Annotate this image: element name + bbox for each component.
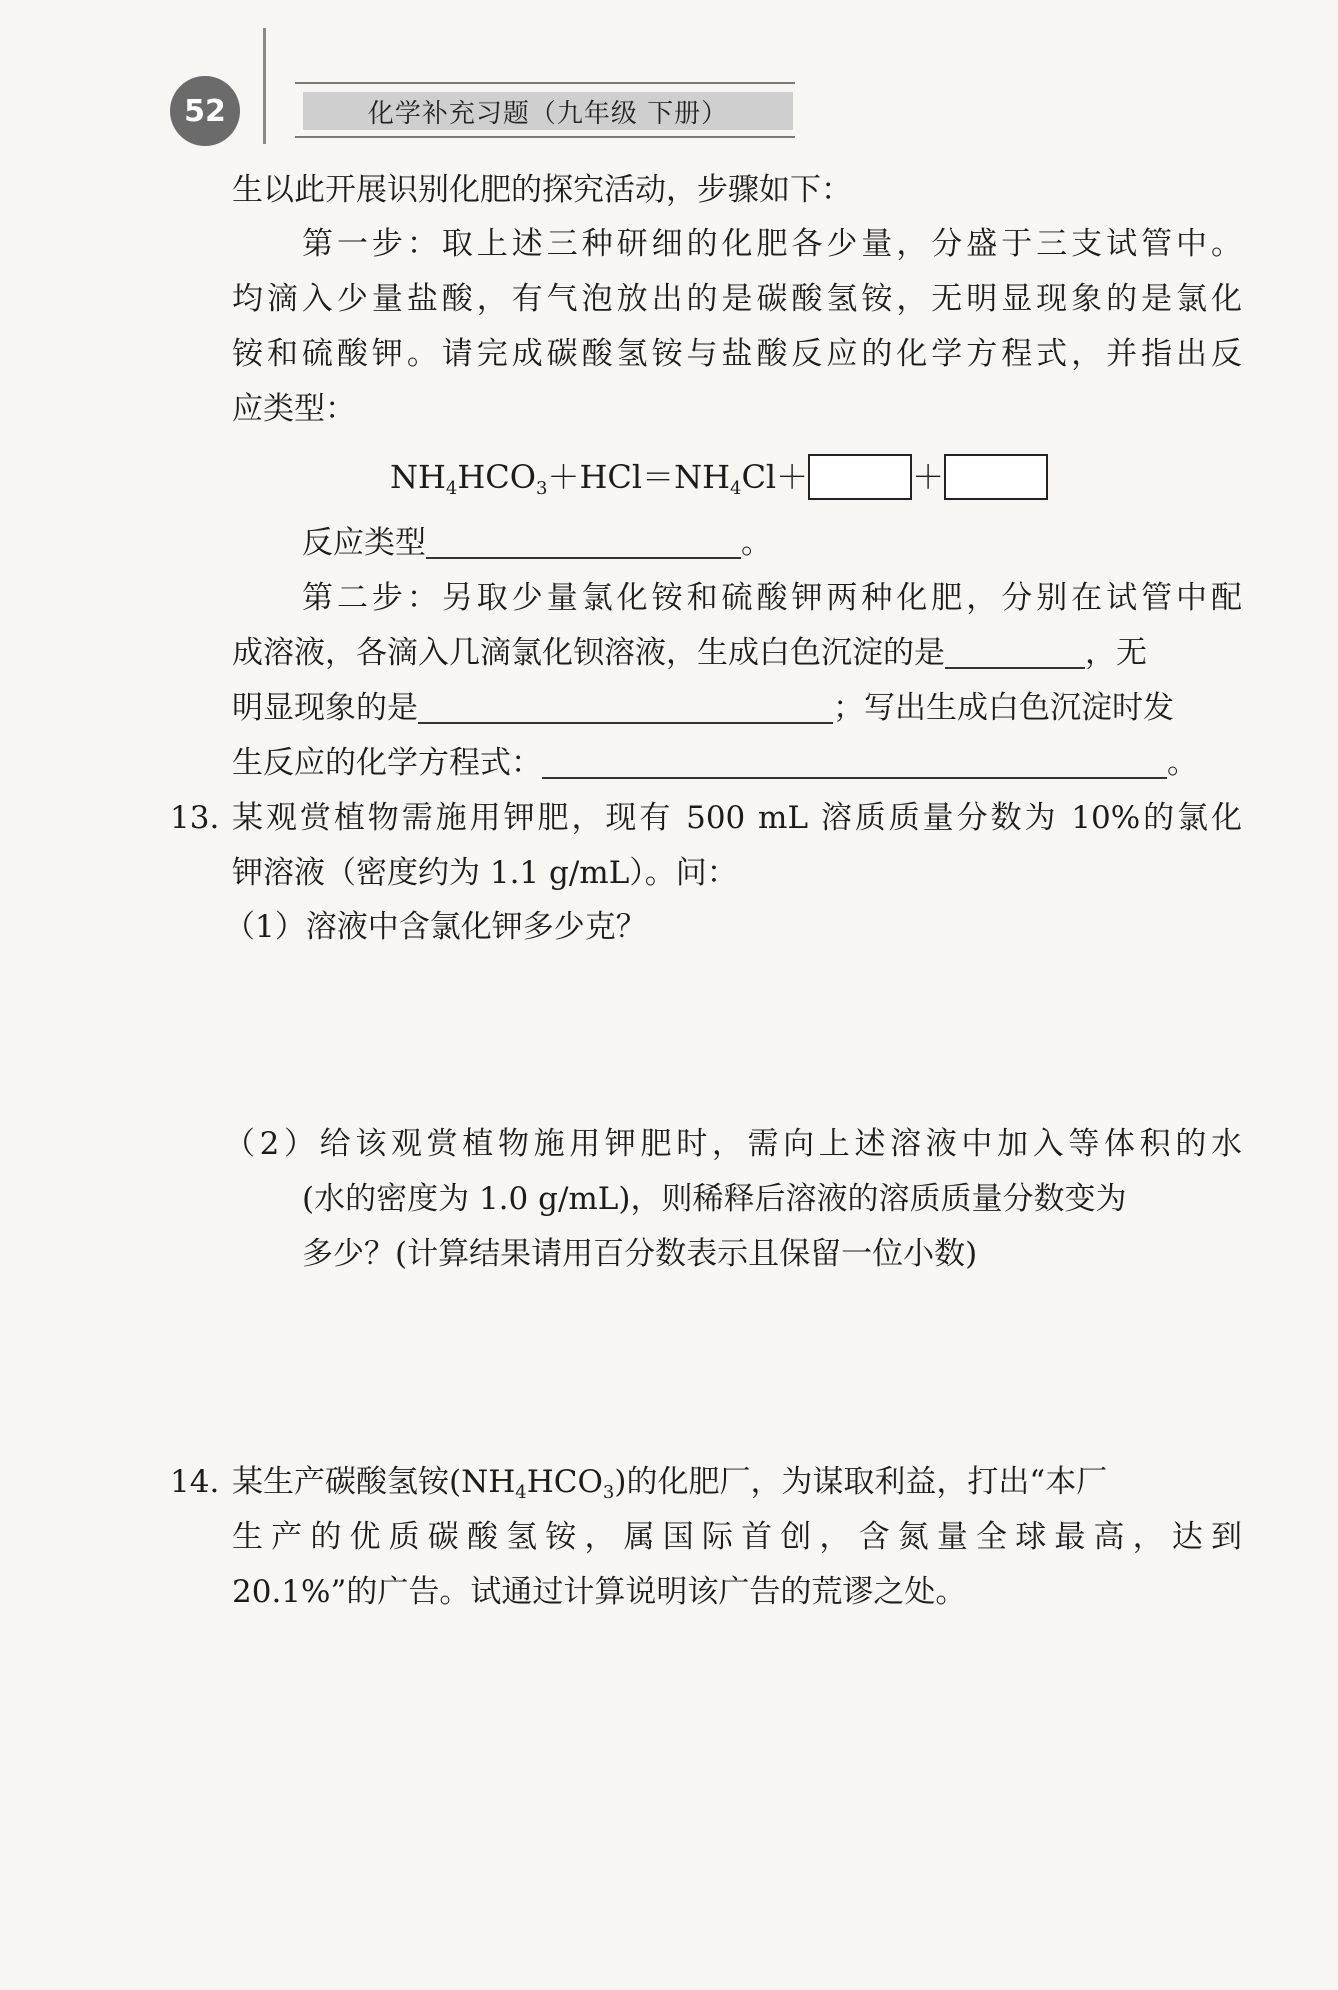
q13-sub2-line1: （2）给该观赏植物施用钾肥时，需向上述溶液中加入等体积的水 [224,1126,1242,1162]
equation-blank[interactable] [542,749,1167,779]
q12-step2-line3 [232,688,1242,728]
q12-reaction-type [302,523,772,563]
eq-cl-plus: Cl＋ [741,458,809,496]
answer-box-1[interactable] [808,454,912,500]
q13-sub1: （1）溶液中含氯化钾多少克？ [224,909,647,945]
header-rule-top [295,82,795,84]
q14-sub-3: 3 [602,1482,615,1503]
eq-hcl-nh: ＋HCl＝NH [547,458,730,496]
q14-sub-4: 4 [515,1482,527,1503]
step2-text: 成溶液，各滴入几滴氯化钡溶液，生成白色沉淀的是 [232,635,945,671]
q13-number: 13. [170,800,220,836]
q12-step2-line2 [232,633,1242,673]
step2-text: 生反应的化学方程式： [232,745,542,781]
period: 。 [741,525,772,561]
page-number-badge [170,76,240,146]
q12-equation [390,452,1048,514]
q12-step2-line1: 第二步：另取少量氯化铵和硫酸钾两种化肥，分别在试管中配 [302,580,1242,616]
step2-text: 明显现象的是 [232,690,418,726]
q13-line1: 某观赏植物需施用钾肥，现有 500 mL 溶质质量分数为 10%的氯化 [232,800,1242,836]
q14-line1 [232,1462,1242,1513]
eq-plus: ＋ [912,458,945,496]
header-divider [263,28,266,144]
step2-text: 。 [1167,745,1198,781]
eq-sub-4: 4 [445,478,458,499]
no-phenomenon-blank[interactable] [418,694,833,724]
page-number: 52 [184,93,226,129]
q12-step2-line4 [232,743,1242,783]
q12-step1-line1: 第一步：取上述三种研细的化肥各少量，分盛于三支试管中。 [302,226,1242,262]
q14-text: HCO [526,1464,603,1500]
eq-sub-4b: 4 [729,478,742,499]
q14-number: 14. [170,1464,220,1500]
q12-step1-line3: 铵和硫酸钾。请完成碳酸氢铵与盐酸反应的化学方程式，并指出反 [232,336,1242,372]
q12-step1-line2: 均滴入少量盐酸，有气泡放出的是碳酸氢铵，无明显现象的是氯化 [232,281,1242,317]
book-title: 化学补充习题（九年级 下册） [367,98,729,129]
step2-text: ；写出生成白色沉淀时发 [833,690,1174,726]
q12-intro-tail: 生以此开展识别化肥的探究活动，步骤如下： [232,172,852,208]
white-precipitate-blank[interactable] [945,639,1085,669]
q14-line2: 生产的优质碳酸氢铵，属国际首创，含氮量全球最高，达到 [232,1519,1242,1555]
step2-text: ，无 [1085,635,1147,671]
eq-hco: HCO [457,458,536,496]
header-rule-bottom [295,136,795,138]
q13-line2: 钾溶液（密度约为 1.1 g/mL）。问： [232,855,738,891]
reaction-type-blank[interactable] [426,529,741,559]
q14-text: )的化肥厂，为谋取利益，打出“本厂 [614,1464,1108,1500]
q14-text: 某生产碳酸氢铵(NH [232,1464,516,1500]
answer-box-2[interactable] [944,454,1048,500]
q13-sub2-line3: 多少？(计算结果请用百分数表示且保留一位小数) [302,1236,978,1272]
reaction-type-label: 反应类型 [302,525,426,561]
q12-step1-line4: 应类型： [232,391,356,427]
q14-line3: 20.1%”的广告。试通过计算说明该广告的荒谬之处。 [232,1574,967,1610]
eq-nh: NH [390,458,446,496]
eq-sub-3: 3 [535,478,548,499]
q13-sub2-line2: (水的密度为 1.0 g/mL)，则稀释后溶液的溶质质量分数变为 [302,1181,1127,1217]
